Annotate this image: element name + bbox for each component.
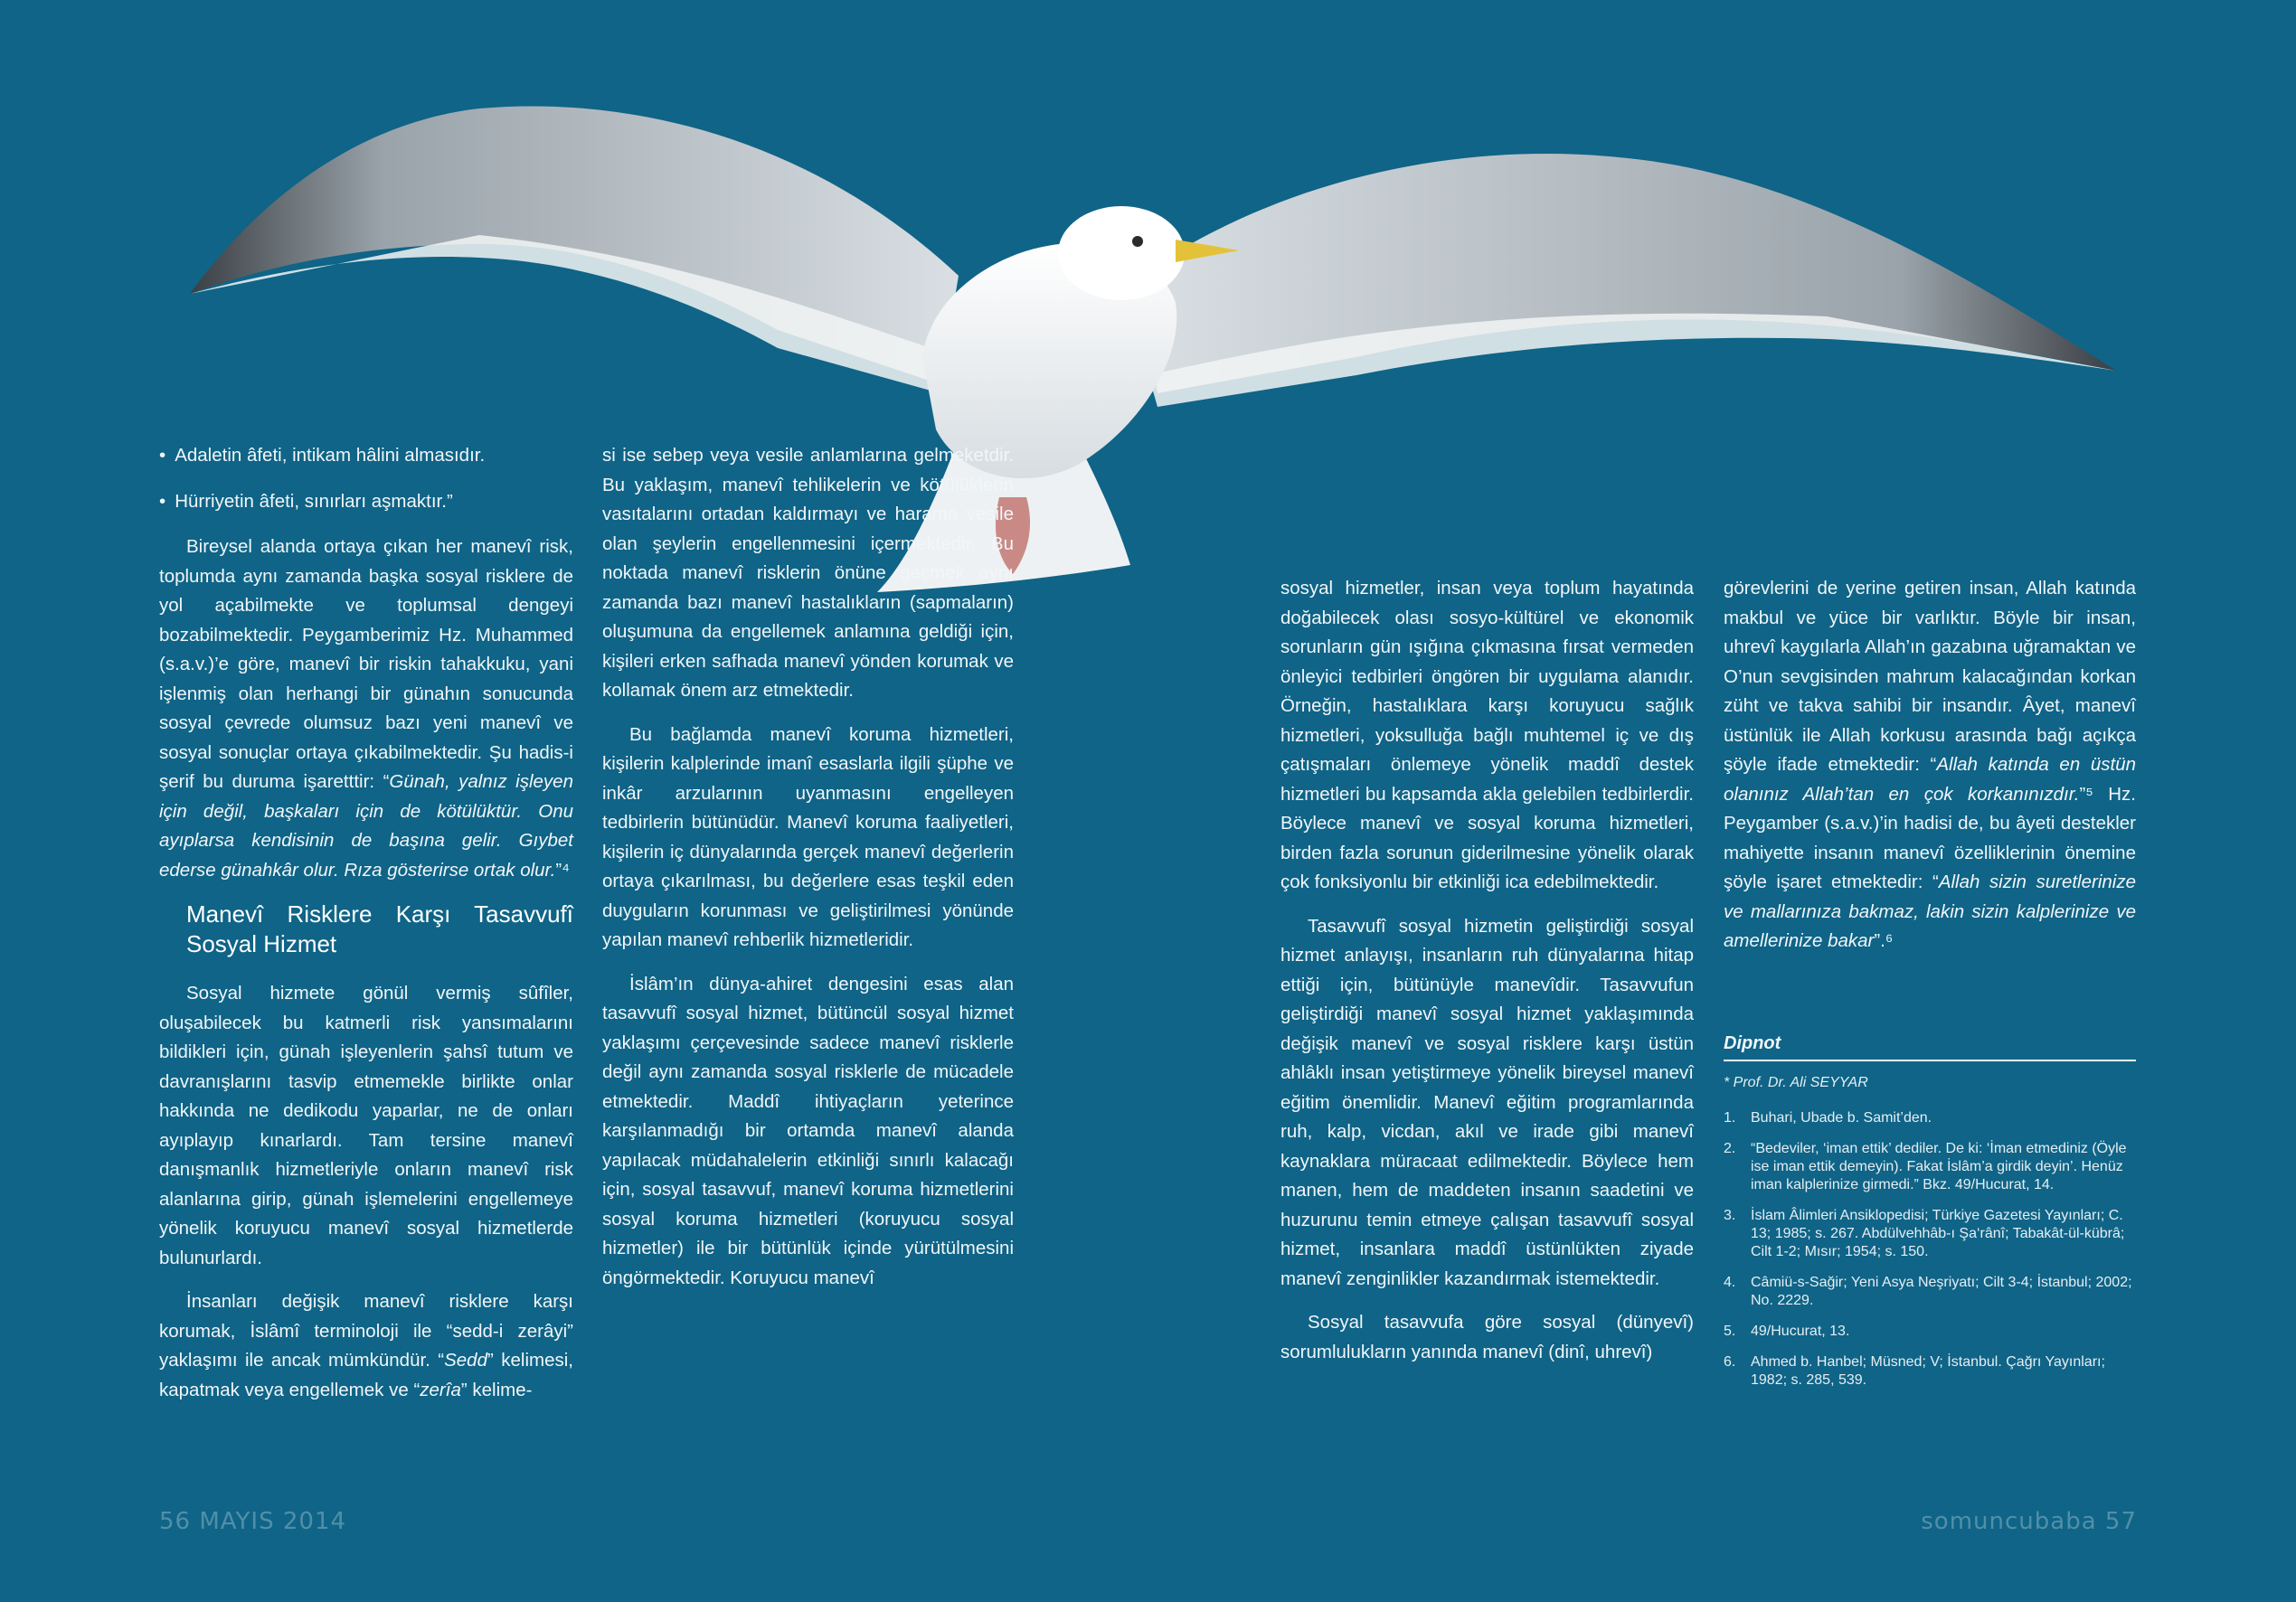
paragraph-insanlari: İnsanları değişik manevî risklere karşı korumak, İslâmî terminoloji ile “sedd-i zerâyi” yaklaşımı ile ancak mümkündür. “Sedd” kelimesi, kapatmak veya engellemek ve “zerîa” kelime-: [159, 1291, 573, 1400]
column-1: [159, 441, 573, 1405]
footnote-item: 5. 49/Hucurat, 13.: [1724, 1323, 1850, 1339]
footnote-item: 6. Ahmed b. Hanbel; Müsned; V; İstanbul. Çağrı Yayınları; 1982; s. 285, 539.: [1724, 1353, 2105, 1388]
footnote-item: 3. İslam Âlimleri Ansiklopedisi; Türkiye Gazetesi Yayınları; C. 13; 1985; s. 267. Abdülvehhâb-ı Şa‘rânî; Tabakât-ül-kübrâ; Cilt 1-2; Mısır; 1954; s. 150.: [1724, 1207, 2125, 1259]
footer-right-page-number: somuncubaba 57: [1921, 1508, 2137, 1535]
paragraph-sebep: si ise sebep veya vesile anlamlarına gelmeketdir. Bu yaklaşım, manevî tehlikelerin ve kötülüklerin vasıtalarını ortadan kaldırmayı ve harama vesile olan şeylerin engellenmesini içermektedir. Bu noktada manevî risklerin önüne geçmek aynı zamanda bazı manevî hastalıkların (sapmaların) oluşumuna da engellemek anlamına geldiği için, kişileri erken safhada manevî yönden korumak ve kollamak önem arz etmektedir.: [602, 445, 1014, 701]
bullet-adalet: • Adaletin âfeti, intikam hâlini almasıdır.: [159, 441, 573, 471]
subheading: Manevî Risklere Karşı Tasavvufî Sosyal Hizmet: [186, 900, 573, 957]
paragraph-manevi-koruma: Bu bağlamda manevî koruma hizmetleri, kişilerin kalplerinde imanî esaslarla ilgili şüphe ve inkâr arzularının uyanmasını engelleyen tedbirlerin bütünüdür. Manevî koruma faaliyetleri, kişilerin iç dünyalarında gerçek manevî değerlerin ortaya çıkarılması, bu değerlere esas teşkil eden duyguların korunması ve geliştirilmesi yönünde yapılan manevî rehberlik hizmetleridir.: [602, 723, 1014, 950]
paragraph-islam: İslâm’ın dünya-ahiret dengesini esas alan tasavvufî sosyal hizmet, bütüncül sosyal hizmet yaklaşımı çerçevesinde sadece manevî risklerle değil aynı zamanda sosyal risklerle de mücadele etmektedir. Maddî ihtiyaçların yeterince karşılanmadığı bir ortamda manevî alanda yapılacak müdahalelerin etkinliği sınırlı kalacağı için, sosyal tasavvuf, manevî koruma hizmetlerini sosyal koruma hizmetleri (koruyucu sosyal hizmetler) ile bir bütünlük içinde yürütülmesini öngörmektedir. Koruyucu manevî: [602, 973, 1014, 1288]
footnotes-list: [1724, 1109, 2136, 1390]
footnote-item: 1. Buhari, Ubade b. Samit’den.: [1724, 1109, 1932, 1126]
footnote-item: 4. Câmiü-s-Sağir; Yeni Asya Neşriyatı; Cilt 3-4; İstanbul; 2002; No. 2229.: [1724, 1274, 2132, 1308]
paragraph-sosyal-hizmet: Sosyal hizmete gönül vermiş sûfîler, oluşabilecek bu katmerli risk yansımalarını bildikleri için, günah işleyenlerin şahsî tutum ve davranışlarını tasvip etmemekle birlikte onlar hakkında ne dedikodu yaparlar, ne de onları ayıplayıp kınarlardı. Tam tersine manevî danışmanlık hizmetleriyle onların manevî risk alanlarına girip, günah işlemelerini engellemeye yönelik koruyucu manevî sosyal hizmetlerde bulunurlardı.: [159, 983, 573, 1268]
paragraph-koruyucu: sosyal hizmetler, insan veya toplum hayatında doğabilecek olası sosyo-kültürel ve ekonomik sorunların gün ışığına çıkmasına fırsat vermeden önleyici tedbirleri öngören bir uygulama alanıdır. Örneğin, hastalıklara karşı koruyucu sağlık hizmetleri, yoksulluğa bağlı muhtemel iç ve dış çatışmaları önlemeye yönelik maddî destek hizmetleri bu kapsamda akla gelebilen tedbirlerdir. Böylece manevî ve sosyal koruma hizmetleri, birden fazla sorunun giderilmesine yönelik olarak çok fonksiyonlu bir etkinliği ica edebilmektedir.: [1280, 578, 1694, 892]
paragraph-sosyal-tasavvuf: Sosyal tasavvufa göre sosyal (dünyevî) sorumlulukların yanında manevî (dinî, uhrevî): [1280, 1312, 1694, 1362]
bullet-hurriyet: • Hürriyetin âfeti, sınırları aşmaktır.”: [159, 487, 573, 517]
column-4: [1724, 574, 2136, 1402]
column-3: [1280, 574, 1694, 1367]
paragraph-bireysel: Bireysel alanda ortaya çıkan her manevî risk, toplumda aynı zamanda başka sosyal risklere de yol açabilmekte ve toplumsal dengeyi bozabilmektedir. Peygamberimiz Hz. Muhammed (s.a.v.)’e göre, manevî bir riskin tahakkuku, yani işlenmiş olan herhangi bir günahın sonucunda sosyal çevrede olumsuz bazı yeni manevî ve sosyal sonuçlar ortaya çıkabilmektedir. Şu hadis-i şerif bu duruma işaretttir: “Günah, yalnız işleyen için değil, başkaları için de kötülüktür. Onu ayıplarsa kendisinin de başına gelir. Gıybet ederse günahkâr olur. Rıza gösterirse ortak olur.”⁴: [159, 536, 573, 881]
footnotes-title: Dipnot: [1724, 1029, 2136, 1062]
column-2: [602, 441, 1014, 1293]
paragraph-tasavvufi: Tasavvufî sosyal hizmetin geliştirdiği sosyal hizmet anlayışı, insanların ruh dünyalarına hitap ettiği için, bütünüyle manevîdir. Tasavvufun geliştirdiği manevî sosyal hizmet yaklaşımında değişik manevî ve sosyal risklere karşı üstün ahlâklı insan yetiştirmeye yönelik bireysel manevî eğitim önemlidir. Manevî eğitim programlarında ruh, kalp, vicdan, akıl ve irade gibi manevî kaynaklara müracaat edilmektedir. Böylece hem manen, hem de maddeten insanın saadetini ve huzurunu temin etmeye çalışan tasavvufî sosyal hizmet, insanlara maddî üstünlükten ziyade manevî zenginlikler kazandırmak istemektedir.: [1280, 915, 1694, 1289]
footnote-item: 2. “Bedeviler, ‘iman ettik’ dediler. De ki: ‘İman etmediniz (Öyle ise iman ettik demeyin). Fakat İslâm’a girdik deyin’. Henüz iman kalplerinize girmedi.” Bkz. 49/Hucurat, 14.: [1724, 1140, 2127, 1192]
footer-left-page-number: 56 MAYIS 2014: [159, 1508, 347, 1535]
paragraph-gorevlerini: görevlerini de yerine getiren insan, Allah katında makbul ve yüce bir varlıktır. Böyle bir insan, uhrevî kaygılarla Allah’ın gazabına uğramaktan ve O’nun sevgisinden mahrum kalacağından korkan züht ve takva sahibi bir insandır. Âyet, manevî üstünlük ile Allah korkusu arasında bağı açıkça şöyle ifade etmektedir: “Allah katında en üstün olanınız Allah’tan en çok korkanınızdır.”⁵ Hz. Peygamber (s.a.v.)’in hadisi de, bu âyeti destekler mahiyette insanın manevî özelliklerinin önemine şöyle işaret etmektedir: “Allah sizin suretlerinize ve mallarınıza bakmaz, lakin sizin kalplerinize ve amellerinize bakar”.⁶: [1724, 578, 2136, 951]
footnotes-author: * Prof. Dr. Ali SEYYAR: [1724, 1075, 1868, 1090]
